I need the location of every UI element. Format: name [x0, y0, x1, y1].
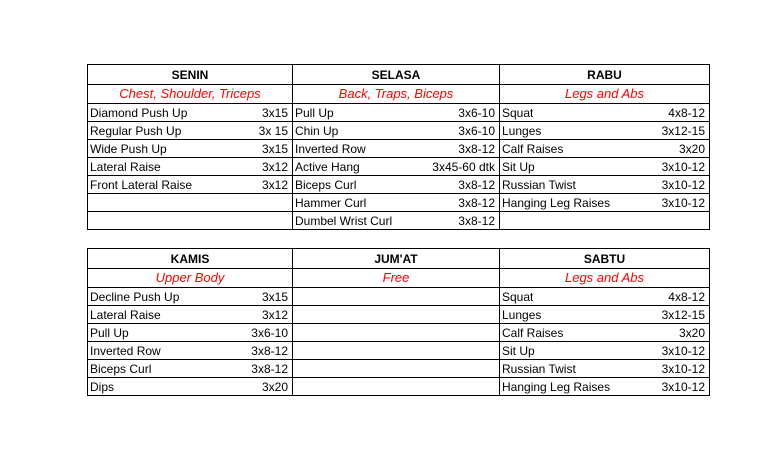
exercise-cell	[293, 176, 500, 194]
exercise-cell	[293, 140, 500, 158]
table-row	[88, 360, 710, 378]
table-row	[88, 324, 710, 342]
exercise-cell	[88, 324, 293, 342]
exercise-cell	[293, 378, 500, 396]
exercise-name: Russian Twist	[502, 177, 576, 192]
exercise-cell	[500, 288, 710, 306]
sets-reps: 3x6-10	[458, 105, 495, 120]
exercise-cell	[293, 288, 500, 306]
exercise-name: Biceps Curl	[90, 361, 152, 376]
exercise-cell	[88, 194, 293, 212]
sets-reps: 3x8-12	[458, 195, 495, 210]
day-header-row	[88, 249, 710, 269]
sets-reps: 3x8-12	[251, 361, 288, 376]
exercise-cell	[293, 104, 500, 122]
table-row	[88, 288, 710, 306]
exercise-name: Decline Push Up	[90, 289, 180, 304]
sets-reps: 3x45-60 dtk	[432, 159, 495, 174]
exercise-name: Russian Twist	[502, 361, 576, 376]
sets-reps: 4x8-12	[668, 105, 705, 120]
sets-reps: 3x10-12	[661, 343, 705, 358]
muscle-focus: Chest, Shoulder, Triceps	[88, 85, 293, 104]
exercise-name: Wide Push Up	[90, 141, 167, 156]
exercise-name: Biceps Curl	[295, 177, 357, 192]
exercise-cell	[293, 158, 500, 176]
workout-table-week-1	[87, 64, 710, 230]
exercise-cell	[500, 306, 710, 324]
sets-reps: 3x10-12	[661, 177, 705, 192]
exercise-name: Lateral Raise	[90, 159, 161, 174]
exercise-name: Sit Up	[502, 159, 535, 174]
exercise-cell	[88, 176, 293, 194]
sets-reps: 3x12	[261, 159, 288, 174]
day-name: JUM'AT	[293, 249, 500, 269]
table-row	[88, 212, 710, 230]
table-row	[88, 140, 710, 158]
exercise-cell	[88, 378, 293, 396]
exercise-name: Squat	[502, 289, 534, 304]
sets-reps: 3x20	[678, 325, 705, 340]
table-row	[88, 122, 710, 140]
table-row	[88, 342, 710, 360]
exercise-cell	[500, 158, 710, 176]
sets-reps: 3x10-12	[661, 159, 705, 174]
day-name: SABTU	[500, 249, 710, 269]
exercise-name: Regular Push Up	[90, 123, 182, 138]
workout-table-week-2	[87, 248, 710, 396]
day-name: KAMIS	[88, 249, 293, 269]
sets-reps: 3x8-12	[458, 141, 495, 156]
day-name: RABU	[500, 65, 710, 85]
sets-reps: 3x20	[261, 379, 288, 394]
muscle-focus: Legs and Abs	[500, 269, 710, 288]
exercise-cell	[500, 342, 710, 360]
sets-reps: 3x8-12	[251, 343, 288, 358]
sets-reps: 3x15	[261, 141, 288, 156]
exercise-name: Chin Up	[295, 123, 339, 138]
table-row	[88, 104, 710, 122]
sets-reps: 3x8-12	[458, 177, 495, 192]
exercise-cell	[500, 176, 710, 194]
sets-reps: 3x20	[678, 141, 705, 156]
exercise-name: Active Hang	[295, 159, 360, 174]
sets-reps: 3x15	[261, 105, 288, 120]
exercise-name: Hammer Curl	[295, 195, 367, 210]
sets-reps: 3x10-12	[661, 195, 705, 210]
exercise-name: Pull Up	[90, 325, 129, 340]
exercise-name: Lunges	[502, 123, 542, 138]
exercise-cell	[500, 140, 710, 158]
exercise-cell	[293, 212, 500, 230]
table-row	[88, 194, 710, 212]
sets-reps: 3x6-10	[251, 325, 288, 340]
exercise-cell	[88, 360, 293, 378]
sets-reps: 3x12-15	[661, 307, 705, 322]
focus-row	[88, 85, 710, 104]
exercise-cell	[293, 342, 500, 360]
exercise-name: Dips	[90, 379, 115, 394]
exercise-name: Lunges	[502, 307, 542, 322]
muscle-focus: Legs and Abs	[500, 85, 710, 104]
table-row	[88, 158, 710, 176]
exercise-name: Diamond Push Up	[90, 105, 188, 120]
exercise-name: Lateral Raise	[90, 307, 161, 322]
day-name: SELASA	[293, 65, 500, 85]
day-name: SENIN	[88, 65, 293, 85]
exercise-cell	[500, 378, 710, 396]
exercise-name: Inverted Row	[295, 141, 366, 156]
exercise-name: Hanging Leg Raises	[502, 379, 611, 394]
sets-reps: 3x8-12	[458, 213, 495, 228]
exercise-name: Front Lateral Raise	[90, 177, 193, 192]
table-row	[88, 176, 710, 194]
sets-reps: 3x12-15	[661, 123, 705, 138]
exercise-cell	[88, 212, 293, 230]
exercise-cell	[88, 288, 293, 306]
muscle-focus: Free	[293, 269, 500, 288]
exercise-cell	[88, 104, 293, 122]
exercise-name: Inverted Row	[90, 343, 161, 358]
exercise-cell	[88, 158, 293, 176]
sets-reps: 3x15	[261, 289, 288, 304]
exercise-name: Calf Raises	[502, 325, 564, 340]
muscle-focus: Back, Traps, Biceps	[293, 85, 500, 104]
sets-reps: 3x10-12	[661, 361, 705, 376]
exercise-cell	[500, 360, 710, 378]
exercise-cell	[293, 324, 500, 342]
exercise-cell	[293, 122, 500, 140]
exercise-cell	[293, 306, 500, 324]
exercise-cell	[500, 104, 710, 122]
exercise-name: Dumbel Wrist Curl	[295, 213, 393, 228]
sets-reps: 3x10-12	[661, 379, 705, 394]
exercise-cell	[88, 122, 293, 140]
sets-reps: 4x8-12	[668, 289, 705, 304]
exercise-cell	[500, 122, 710, 140]
sets-reps: 3x12	[261, 177, 288, 192]
exercise-cell	[293, 194, 500, 212]
sets-reps: 3x 15	[258, 123, 288, 138]
exercise-name: Sit Up	[502, 343, 535, 358]
day-header-row	[88, 65, 710, 85]
exercise-name: Hanging Leg Raises	[502, 195, 611, 210]
exercise-name: Calf Raises	[502, 141, 564, 156]
muscle-focus: Upper Body	[88, 269, 293, 288]
exercise-name: Pull Up	[295, 105, 334, 120]
exercise-cell	[88, 306, 293, 324]
table-row	[88, 378, 710, 396]
exercise-cell	[293, 360, 500, 378]
exercise-name: Squat	[502, 105, 534, 120]
sets-reps: 3x12	[261, 307, 288, 322]
exercise-cell	[500, 212, 710, 230]
table-row	[88, 306, 710, 324]
exercise-cell	[500, 324, 710, 342]
exercise-cell	[88, 342, 293, 360]
focus-row	[88, 269, 710, 288]
exercise-cell	[500, 194, 710, 212]
sets-reps: 3x6-10	[458, 123, 495, 138]
exercise-cell	[88, 140, 293, 158]
